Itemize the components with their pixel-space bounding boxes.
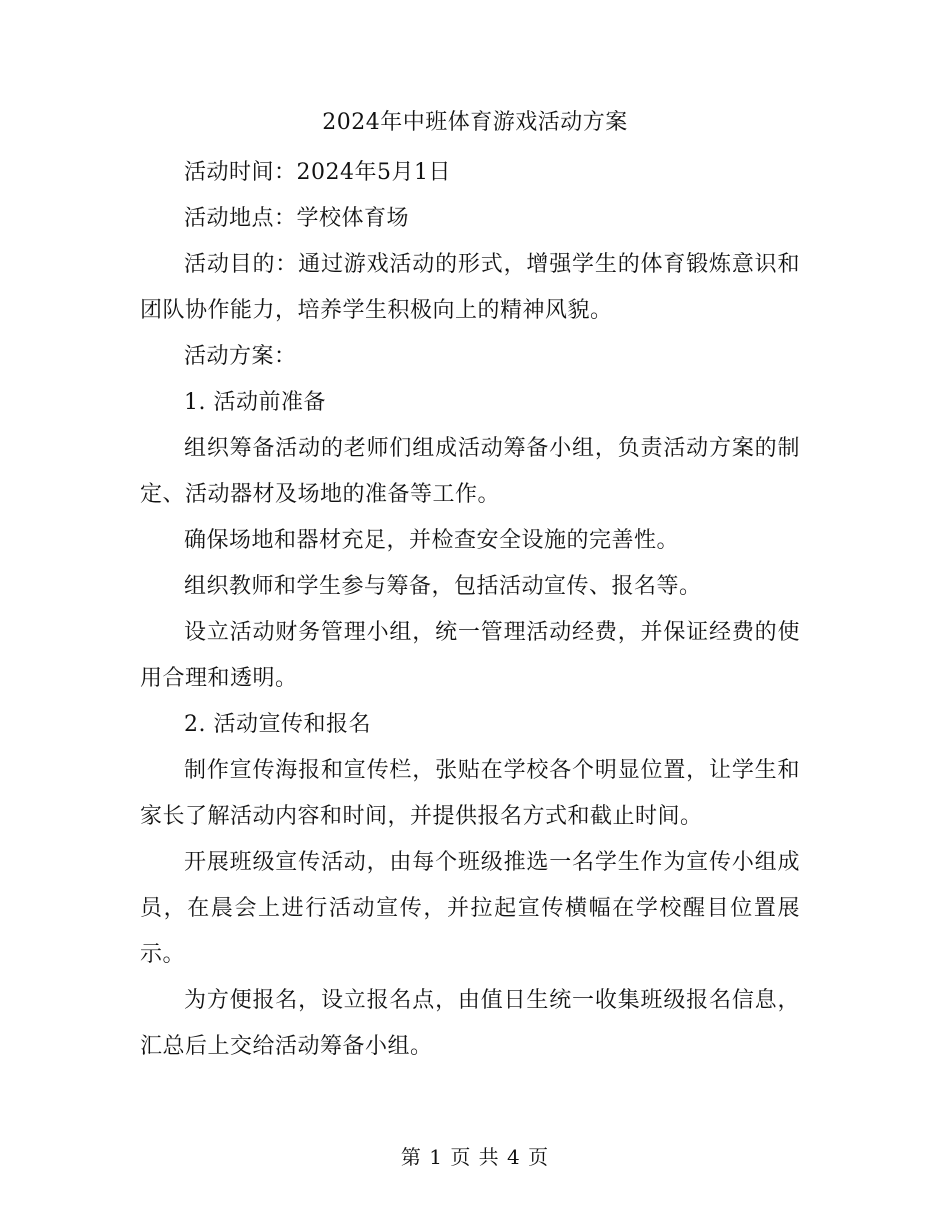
section-heading-promotion: 2. 活动宣传和报名 [184, 712, 371, 737]
paragraph-promotion-class: 开展班级宣传活动，由每个班级推选一名学生作为宣传小组成员，在晨会上进行活动宣传，并拉起宣传横幅在学校醒目位置展示。 [140, 850, 800, 967]
paragraph-preparation-team: 组织筹备活动的老师们组成活动筹备小组，负责活动方案的制定、活动器材及场地的准备等工作。 [140, 436, 800, 507]
paragraph-promotion-registration: 为方便报名，设立报名点，由值日生统一收集班级报名信息，汇总后上交给活动筹备小组。 [140, 988, 800, 1059]
paragraph-promotion-posters: 制作宣传海报和宣传栏，张贴在学校各个明显位置，让学生和家长了解活动内容和时间，并提供报名方式和截止时间。 [140, 758, 800, 829]
document-title: 2024年中班体育游戏活动方案 [322, 110, 628, 135]
paragraph-activity-time: 活动时间：2024年5月1日 [184, 160, 451, 185]
paragraph-preparation-safety: 确保场地和器材充足，并检查安全设施的完善性。 [184, 528, 680, 553]
paragraph-activity-plan-heading: 活动方案： [184, 344, 297, 369]
section-heading-preparation: 1. 活动前准备 [184, 390, 326, 415]
paragraph-preparation-participation: 组织教师和学生参与筹备，包括活动宣传、报名等。 [184, 574, 702, 599]
page-number-footer: 第 1 页 共 4 页 [400, 1145, 550, 1169]
document-body [140, 150, 800, 1070]
paragraph-activity-purpose: 活动目的：通过游戏活动的形式，增强学生的体育锻炼意识和团队协作能力，培养学生积极向上的精神风貌。 [140, 252, 800, 323]
paragraph-activity-location: 活动地点：学校体育场 [184, 206, 410, 231]
paragraph-preparation-finance: 设立活动财务管理小组，统一管理活动经费，并保证经费的使用合理和透明。 [140, 620, 800, 691]
